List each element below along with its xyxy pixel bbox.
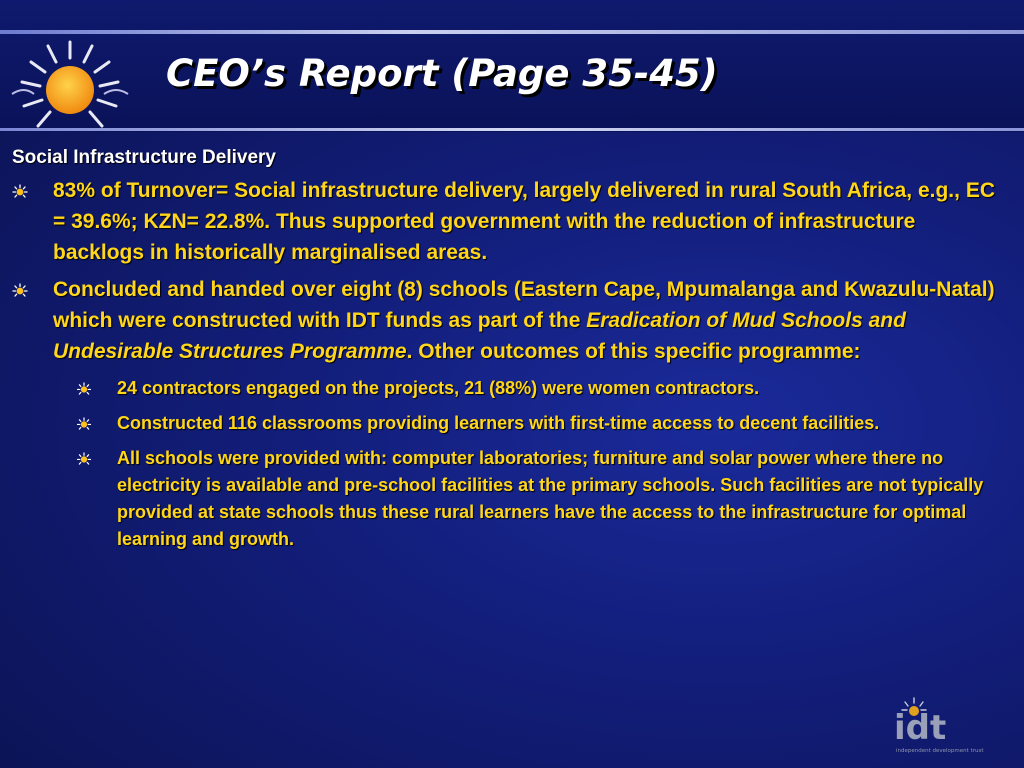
bullet-text: 83% of Turnover= Social infrastructure delivery, largely delivered in rural South Africa, e.g., EC = 39.6%; KZN= 22.8%. Thus supported government with the reduction of infrastructure backlogs in historically marginalised areas. — [53, 179, 995, 264]
sun-bullet-icon — [12, 184, 28, 198]
slide-title: CEO’s Report (Page 35-45) — [166, 52, 718, 95]
sub-bullet-text: 24 contractors engaged on the projects, 21 (88%) were women contractors. — [117, 378, 760, 398]
sub-bullet-list — [12, 375, 1012, 553]
sub-bullet-item — [12, 445, 1012, 553]
sub-bullet-text: All schools were provided with: computer laboratories; furniture and solar power where there no electricity is available and pre-school facilities at the primary schools. Such facilities are not typically provided at state schools thus these rural learners have the access to the infrastructure for optimal learning and growth. — [117, 448, 984, 549]
programme-name: Eradication of Mud Schools and Undesirable Structures Programme — [53, 309, 906, 363]
sun-logo-icon — [4, 36, 134, 131]
sub-bullet-text: Constructed 116 classrooms providing learners with first-time access to decent facilities. — [117, 413, 880, 433]
bullet-item — [12, 175, 1012, 268]
header-rule-bottom — [0, 128, 1024, 131]
section-heading: Social Infrastructure Delivery — [12, 147, 276, 168]
bullet-text: Concluded and handed over eight (8) schools (Eastern Cape, Mpumalanga and Kwazulu-Natal) which were constructed with IDT funds as part of the — [53, 278, 995, 332]
sun-bullet-icon — [76, 382, 92, 395]
idt-logo-tagline: independent development trust — [896, 748, 984, 754]
bullet-text: . Other outcomes of this specific programme: — [406, 340, 861, 363]
sun-bullet-icon — [76, 452, 92, 465]
sun-bullet-icon — [76, 417, 92, 430]
bullet-item — [12, 274, 1012, 367]
sub-bullet-item — [12, 410, 1012, 437]
header-rule-top — [0, 30, 1024, 34]
sun-bullet-icon — [12, 283, 28, 297]
idt-logo — [872, 694, 1002, 758]
sub-bullet-item — [12, 375, 1012, 402]
idt-logo-text: idt — [894, 708, 947, 748]
slide-content — [12, 147, 1012, 561]
